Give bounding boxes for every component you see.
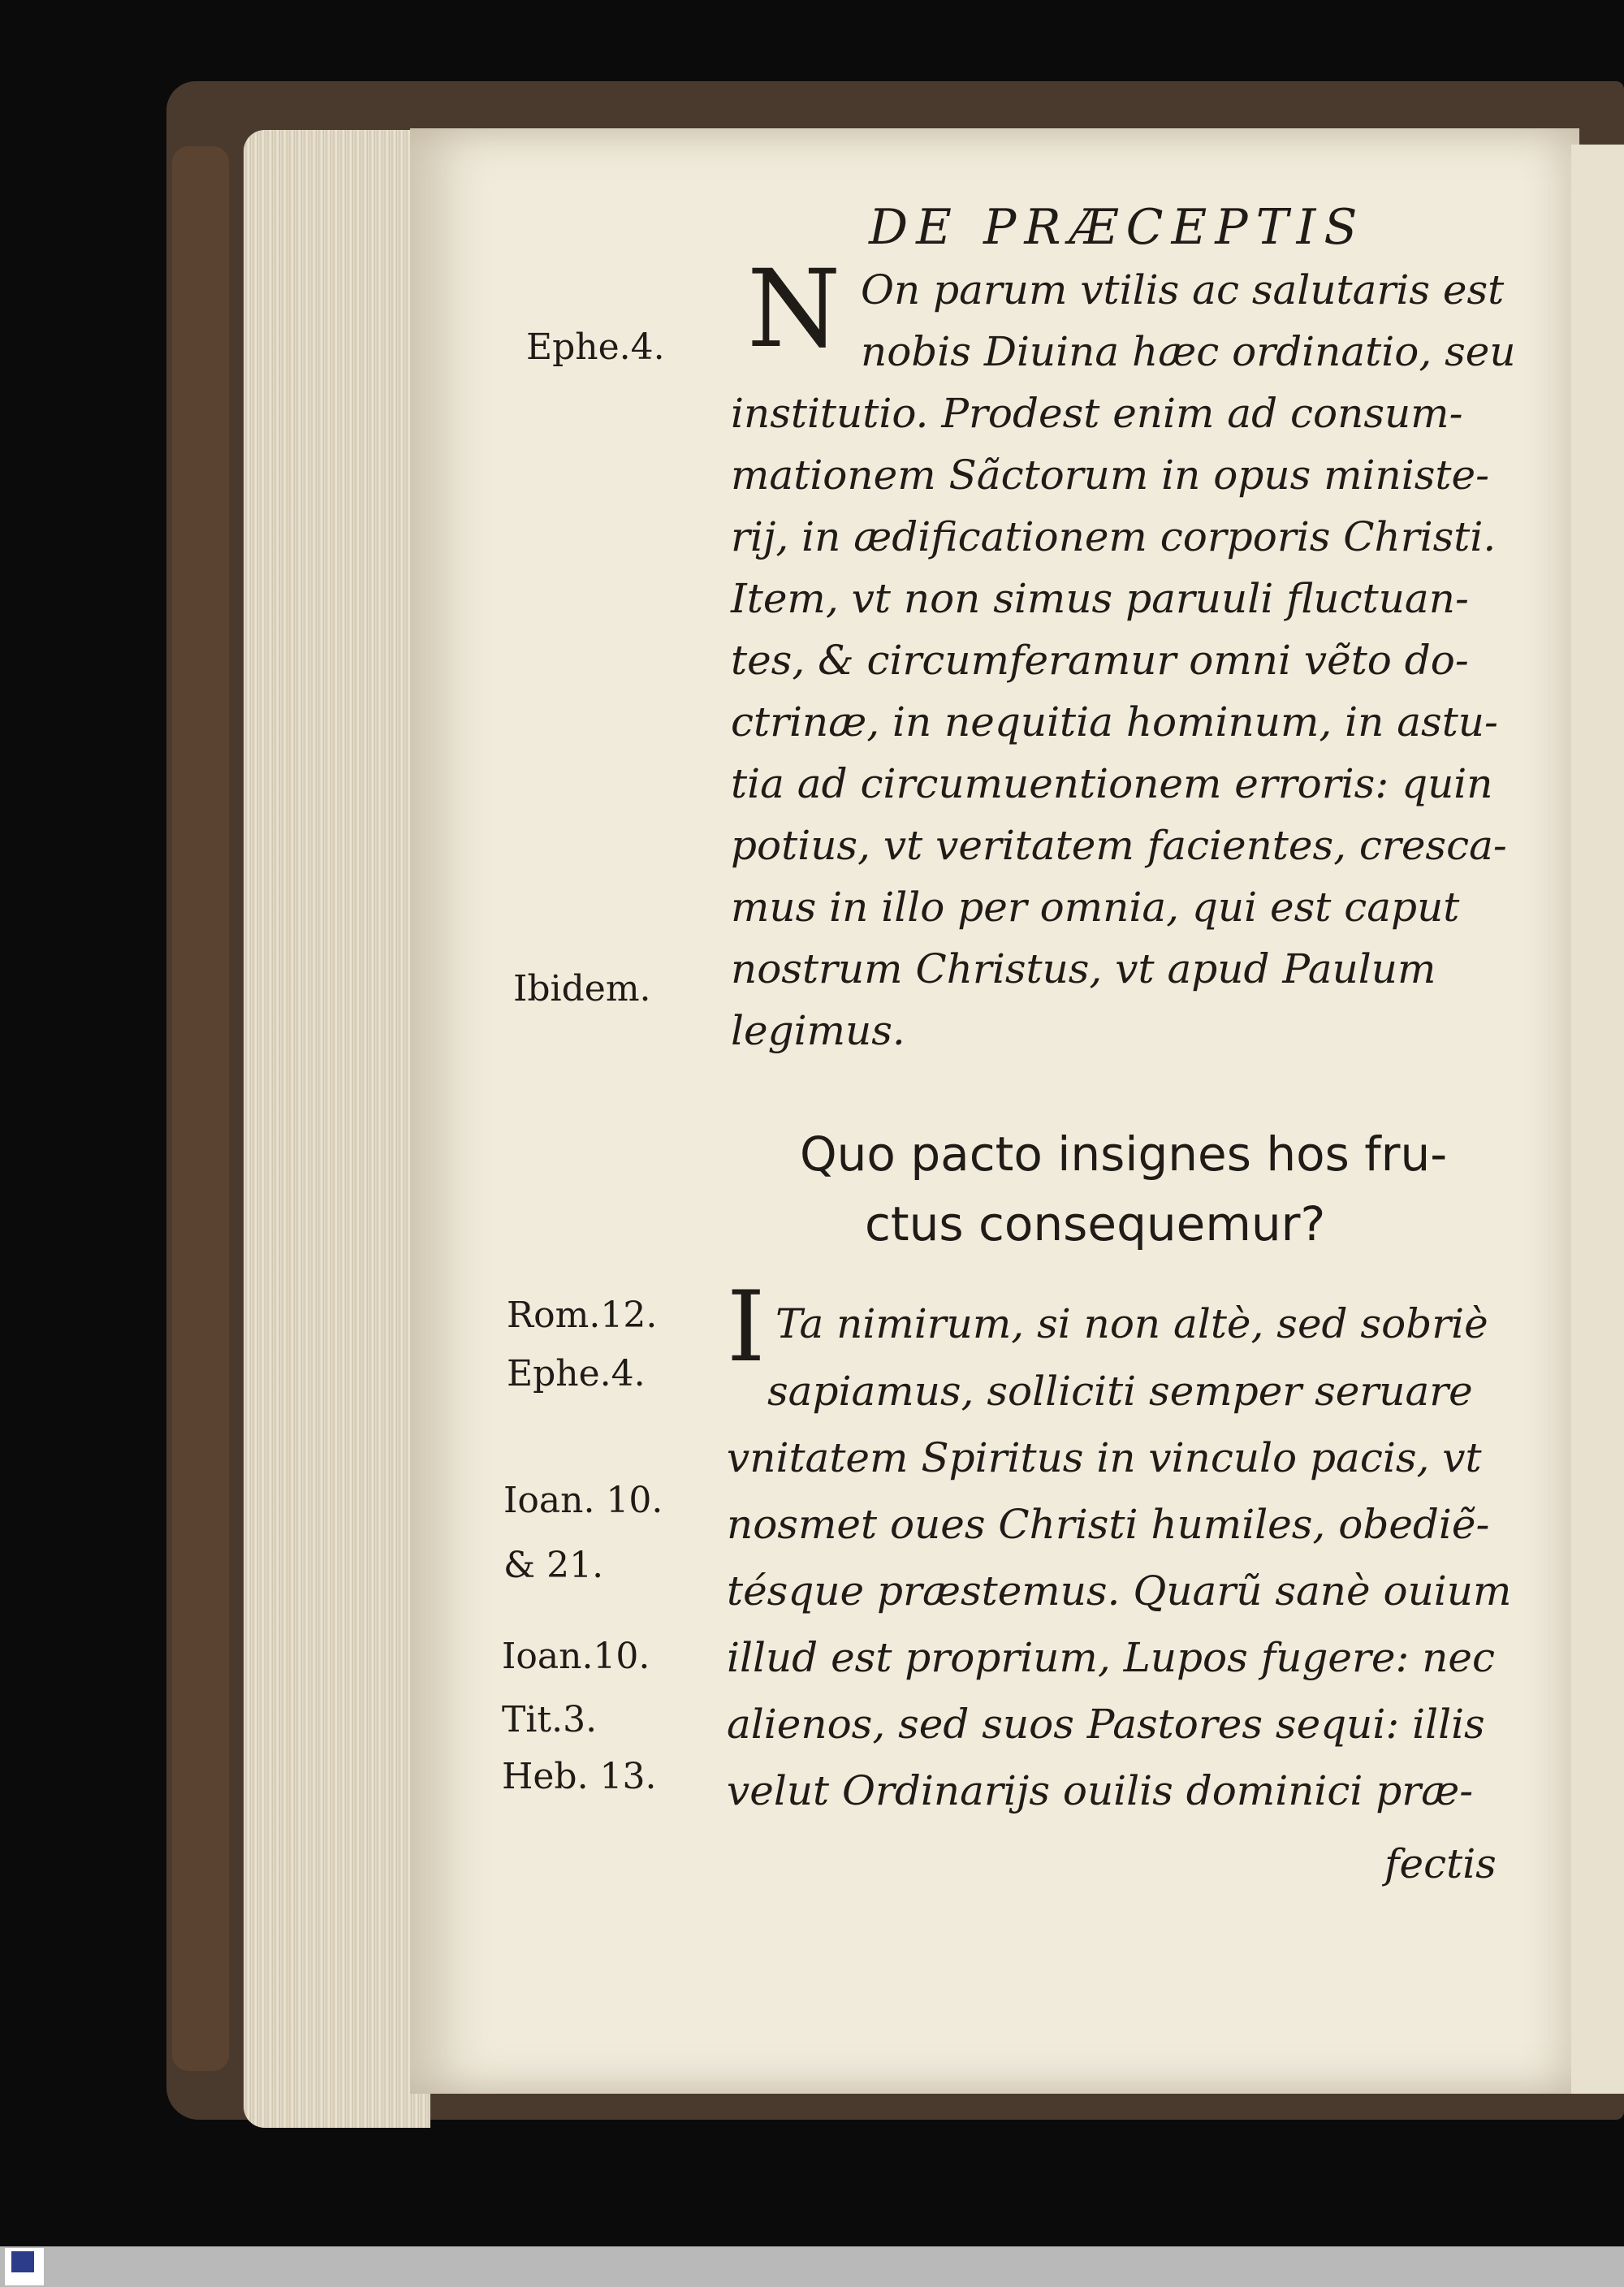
drop-cap-i: I (727, 1271, 766, 1384)
text-line: ctrinæ, in nequitia hominum, in astu- (731, 698, 1498, 746)
margin-note: Ephe.4. (507, 1353, 646, 1394)
margin-note: Ioan.10. (502, 1636, 650, 1677)
text-line: tésque præstemus. Quarũ sanè ouium (727, 1567, 1512, 1615)
margin-note: Tit.3. (502, 1699, 598, 1740)
text-line: institutio. Prodest enim ad consum- (731, 390, 1463, 437)
text-line: Item, vt non simus paruuli fluctuan- (731, 575, 1469, 622)
text-line: nosmet oues Christi humiles, obediẽ- (727, 1501, 1490, 1548)
text-line: velut Ordinarijs ouilis dominici præ- (727, 1767, 1474, 1814)
text-line: nobis Diuina hæc ordinatio, seu (861, 328, 1516, 375)
question-heading-line: Quo pacto insignes hos fru- (800, 1126, 1448, 1182)
text-line: potius, vt veritatem facientes, cresca- (731, 822, 1507, 869)
margin-note: Rom.12. (507, 1295, 658, 1336)
page-edges (244, 130, 430, 2128)
margin-note: & 21. (503, 1545, 604, 1586)
question-heading-line: ctus consequemur? (865, 1196, 1326, 1252)
facing-page-edge (1571, 145, 1624, 2094)
margin-note: Ibidem. (513, 968, 651, 1009)
book-spine (172, 146, 229, 2071)
margin-note: Ioan. 10. (503, 1480, 663, 1521)
text-line: rij, in ædificationem corporis Christi. (731, 513, 1497, 560)
margin-note: Ephe.4. (526, 326, 665, 368)
text-line: mationem Sãctorum in opus ministe- (731, 452, 1489, 499)
running-header: DE PRÆCEPTIS (869, 199, 1366, 256)
margin-note: Heb. 13. (502, 1756, 657, 1797)
text-line: mus in illo per omnia, qui est caput (731, 884, 1460, 931)
text-line: tes, & circumferamur omni vẽto do- (731, 637, 1469, 684)
drop-cap-n: N (747, 247, 841, 372)
library-logo-icon (11, 2251, 34, 2272)
text-line: alienos, sed suos Pastores sequi: illis (727, 1701, 1485, 1748)
text-line: illud est proprium, Lupos fugere: nec (727, 1634, 1496, 1681)
catchword: fectis (1384, 1840, 1497, 1887)
text-line: On parum vtilis ac salutaris est (861, 266, 1505, 313)
text-line: vnitatem Spiritus in vinculo pacis, vt (727, 1434, 1482, 1481)
text-line: sapiamus, solliciti semper seruare (767, 1368, 1473, 1415)
text-line: legimus. (731, 1007, 905, 1054)
text-line: Ta nimirum, si non altè, sed sobriè (775, 1300, 1488, 1347)
viewer-footer-bar (0, 2246, 1624, 2287)
text-line: tia ad circumuentionem erroris: quin (731, 760, 1493, 807)
text-line: nostrum Christus, vt apud Paulum (731, 945, 1436, 992)
